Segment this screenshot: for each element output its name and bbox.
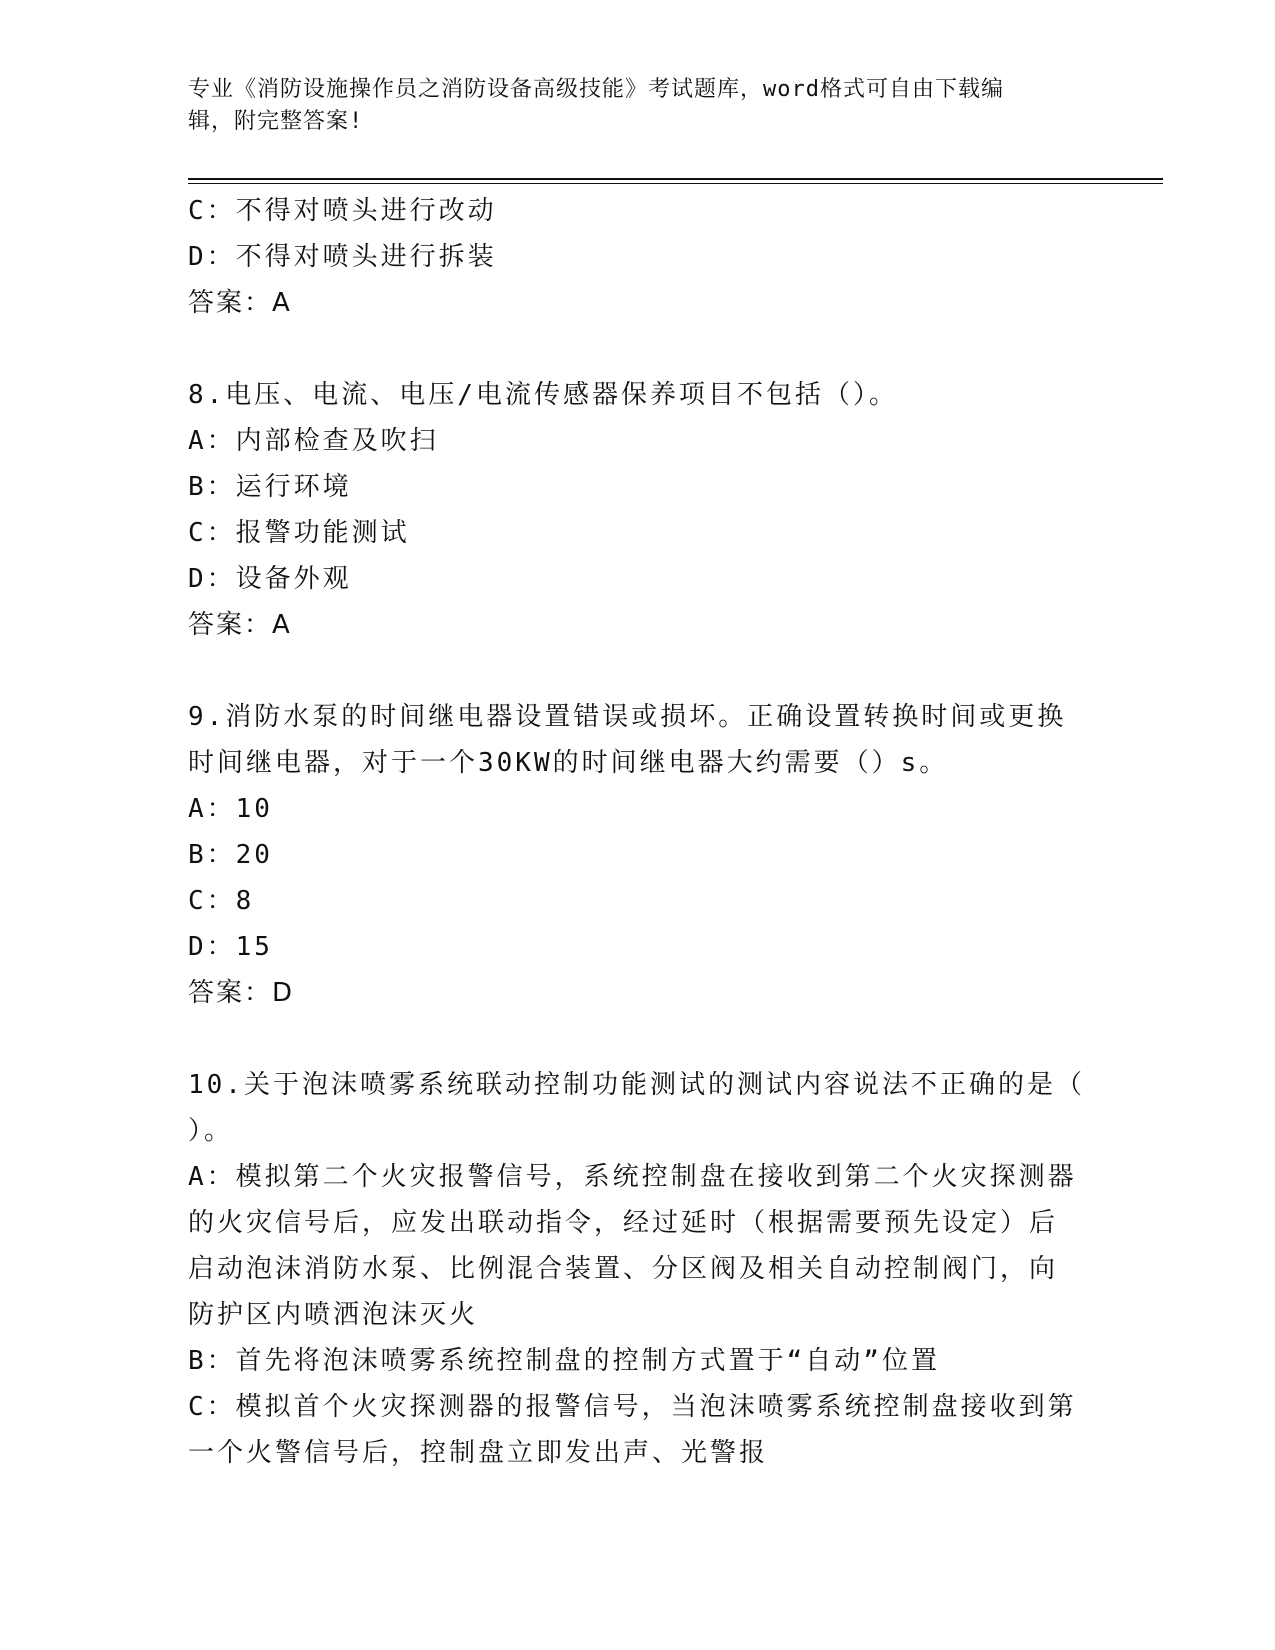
option-c-line-2: 一个火警信号后，控制盘立即发出声、光警报 — [188, 1438, 769, 1468]
header-line-2: 辑，附完整答案! — [188, 109, 364, 134]
option-c: C：8 — [188, 886, 255, 916]
question-stem-line-2: ）。 — [188, 1116, 234, 1146]
answer: 答案：D — [188, 978, 295, 1008]
question-8 — [188, 372, 1088, 648]
question-stem: 8.电压、电流、电压/电流传感器保养项目不包括（）。 — [188, 380, 898, 410]
question-stem-line-1: 10.关于泡沫喷雾系统联动控制功能测试的测试内容说法不正确的是（ — [188, 1070, 1085, 1100]
option-a-line-2: 的火灾信号后，应发出联动指令，经过延时（根据需要预先设定）后 — [188, 1208, 1059, 1238]
header-rule-thick — [188, 178, 1163, 180]
option-a-line-1: A：模拟第二个火灾报警信号，系统控制盘在接收到第二个火灾探测器 — [188, 1162, 1077, 1192]
header-line-1: 专业《消防设施操作员之消防设备高级技能》考试题库，word格式可自由下载编 — [188, 77, 1004, 102]
answer: 答案：A — [188, 288, 292, 318]
option-c-line-1: C：模拟首个火灾探测器的报警信号，当泡沫喷雾系统控制盘接收到第 — [188, 1392, 1077, 1422]
option-a-line-4: 防护区内喷洒泡沫灭火 — [188, 1300, 479, 1330]
option-d: D：设备外观 — [188, 564, 352, 594]
option-a-line-3: 启动泡沫消防水泵、比例混合装置、分区阀及相关自动控制阀门，向 — [188, 1254, 1059, 1284]
option-c: C：不得对喷头进行改动 — [188, 196, 497, 226]
option-b: B：运行环境 — [188, 472, 352, 502]
header-rule-thin — [188, 183, 1163, 184]
question-7-tail — [188, 188, 1088, 326]
spacer — [188, 326, 1088, 372]
spacer — [188, 1016, 1088, 1062]
question-9 — [188, 694, 1088, 1016]
option-b: B：20 — [188, 840, 273, 870]
option-a: A：内部检查及吹扫 — [188, 426, 439, 456]
option-d: D：不得对喷头进行拆装 — [188, 242, 497, 272]
answer: 答案：A — [188, 610, 292, 640]
spacer — [188, 648, 1088, 694]
question-body — [188, 188, 1088, 1476]
option-d: D：15 — [188, 932, 273, 962]
question-stem-line-1: 9.消防水泵的时间继电器设置错误或损坏。正确设置转换时间或更换 — [188, 702, 1067, 732]
option-b: B：首先将泡沫喷雾系统控制盘的控制方式置于“自动”位置 — [188, 1346, 940, 1376]
question-stem-line-2: 时间继电器，对于一个30KW的时间继电器大约需要（）s。 — [188, 748, 949, 778]
option-c: C：报警功能测试 — [188, 518, 410, 548]
option-a: A：10 — [188, 794, 273, 824]
page-header — [188, 74, 1068, 138]
question-10 — [188, 1062, 1088, 1476]
